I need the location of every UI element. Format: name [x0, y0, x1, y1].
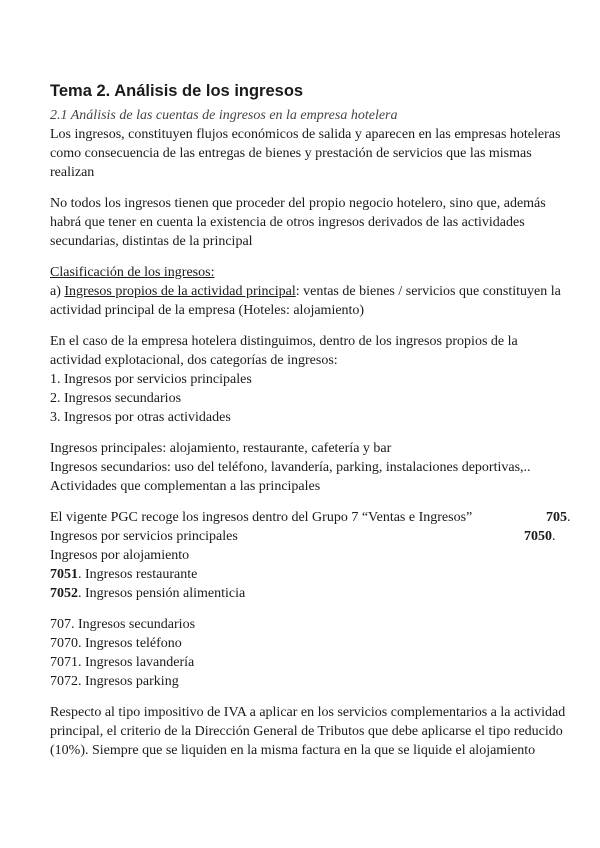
section-subtitle: 2.1 Análisis de las cuentas de ingresos en la empresa hotelera: [50, 108, 398, 123]
paragraph-line: secundarias, distintas de la principal: [50, 234, 253, 249]
pgc-line: Ingresos por alojamiento: [50, 548, 190, 563]
paragraph-line: Respecto al tipo impositivo de IVA a aplicar en los servicios complementarios a la actividad: [50, 705, 566, 720]
account-line: 7071. Ingresos lavandería: [50, 655, 195, 670]
intro-line: Los ingresos, constituyen flujos económicos de salida y aparecen en las empresas hoteleras: [50, 127, 561, 142]
classification-heading: Clasificación de los ingresos:: [50, 265, 215, 280]
paragraph-other-income: [50, 194, 570, 251]
paragraph-line: actividad explotacional, dos categorías de ingresos:: [50, 353, 338, 368]
paragraph-line: Ingresos principales: alojamiento, restaurante, cafetería y bar: [50, 441, 392, 456]
pgc-line: 7051. Ingresos restaurante: [50, 567, 198, 582]
account-code: 7050.: [524, 529, 556, 544]
list-item: 1. Ingresos por servicios principales: [50, 372, 252, 387]
classification-section: [50, 263, 570, 320]
account-code: 7051: [50, 567, 78, 582]
account-code: 705.: [546, 510, 571, 525]
paragraph-line: No todos los ingresos tienen que proceder del propio negocio hotelero, sino que, además: [50, 196, 546, 211]
document-page: [50, 80, 570, 760]
intro-paragraph: [50, 125, 570, 182]
paragraph-line: (10%). Siempre que se liquiden en la misma factura en la que se liquide el alojamiento: [50, 743, 536, 758]
paragraph-line: Actividades que complementan a las principales: [50, 479, 321, 494]
pgc-line: El vigente PGC recoge los ingresos dentro del Grupo 7 “Ventas e Ingresos” 705.: [50, 510, 571, 525]
list-item: 2. Ingresos secundarios: [50, 391, 182, 406]
account-code: 7052: [50, 586, 78, 601]
paragraph-categories: [50, 332, 570, 427]
iva-paragraph: [50, 703, 570, 760]
classification-item-a-line2: actividad principal de la empresa (Hoteles: alojamiento): [50, 303, 365, 318]
paragraph-income-types: [50, 439, 570, 496]
pgc-accounts: [50, 508, 570, 603]
secondary-accounts: [50, 615, 570, 691]
classification-term: Ingresos propios de la actividad principal: [64, 284, 296, 299]
pgc-line: Ingresos por servicios principales 7050.: [50, 529, 556, 544]
classification-item-a: a) Ingresos propios de la actividad principal: ventas de bienes / servicios que constituyen la: [50, 284, 561, 299]
page-title: Tema 2. Análisis de los ingresos: [50, 82, 304, 100]
paragraph-line: habrá que tener en cuenta la existencia de otros ingresos derivados de las actividades: [50, 215, 525, 230]
account-line: 707. Ingresos secundarios: [50, 617, 196, 632]
paragraph-line: Ingresos secundarios: uso del teléfono, lavandería, parking, instalaciones deportivas,..: [50, 460, 531, 475]
paragraph-line: principal, el criterio de la Dirección General de Tributos que debe aplicarse el tipo reducido: [50, 724, 563, 739]
account-line: 7072. Ingresos parking: [50, 674, 179, 689]
list-item: 3. Ingresos por otras actividades: [50, 410, 231, 425]
intro-line: realizan: [50, 165, 95, 180]
pgc-line: 7052. Ingresos pensión alimenticia: [50, 586, 246, 601]
paragraph-line: En el caso de la empresa hotelera distinguimos, dentro de los ingresos propios de la: [50, 334, 518, 349]
account-line: 7070. Ingresos teléfono: [50, 636, 182, 651]
intro-line: como consecuencia de las entregas de bienes y prestación de servicios que las mismas: [50, 146, 532, 161]
